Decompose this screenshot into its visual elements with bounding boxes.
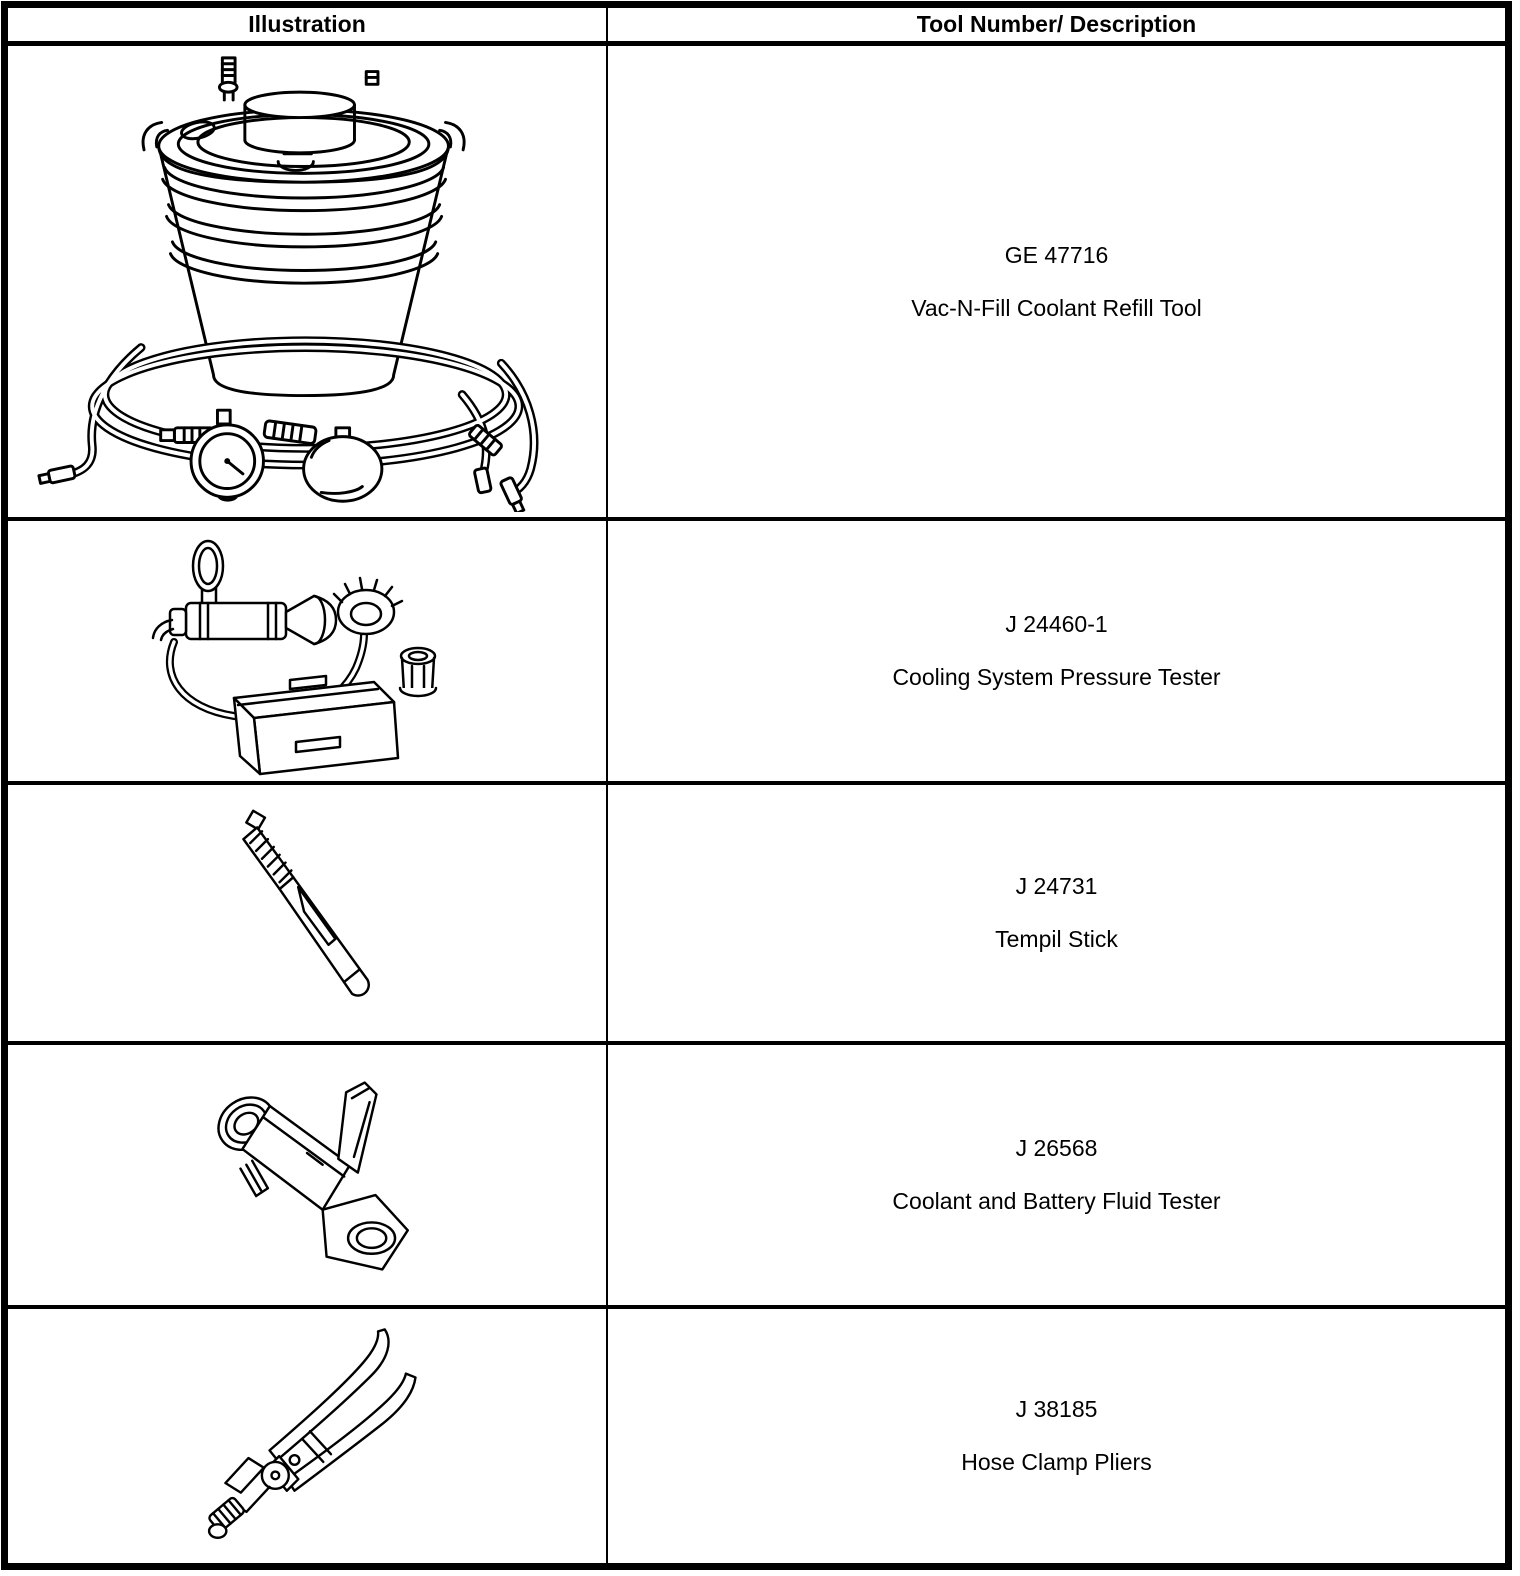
tool-number: GE 47716: [1004, 241, 1109, 268]
table-row: [8, 785, 1505, 1045]
tool-description: Vac-N-Fill Coolant Refill Tool: [911, 294, 1202, 321]
tempil-stick-description-cell: [608, 785, 1505, 1041]
header-tool-number-description: [608, 8, 1505, 41]
table-row: [8, 46, 1505, 521]
fluid-tester-description-cell: [608, 1045, 1505, 1305]
pliers-illustration-cell: [8, 1309, 608, 1563]
table-row: [8, 1309, 1505, 1563]
tool-description: Tempil Stick: [995, 926, 1118, 952]
table-row: [8, 1045, 1505, 1309]
fluid-tester-illustration-cell: [8, 1045, 608, 1305]
header-tool-number-description-label: Tool Number/ Description: [916, 11, 1197, 37]
coolant-and-battery-fluid-tester-icon: [187, 1063, 427, 1288]
pressure-tester-illustration-cell: [8, 521, 608, 781]
tool-number: J 26568: [1015, 1135, 1098, 1161]
vac-n-fill-coolant-refill-tool-icon: [35, 52, 580, 512]
hose-clamp-pliers-icon: [182, 1316, 432, 1556]
tool-description: Coolant and Battery Fluid Tester: [892, 1188, 1221, 1214]
pressure-tester-description-cell: [608, 521, 1505, 781]
tool-number: J 24731: [1015, 873, 1098, 899]
tempil-stick-illustration-cell: [8, 785, 608, 1041]
tool-number: J 24460-1: [1005, 611, 1108, 637]
table-row: [8, 521, 1505, 785]
table-header-row: [8, 8, 1505, 46]
header-illustration: [8, 8, 608, 41]
vac-n-fill-illustration-cell: [8, 46, 608, 517]
cooling-system-pressure-tester-icon: [142, 526, 472, 776]
tool-description: Hose Clamp Pliers: [961, 1449, 1152, 1475]
tempil-stick-icon: [192, 801, 422, 1026]
vac-n-fill-description-cell: [608, 46, 1505, 517]
header-illustration-label: Illustration: [248, 11, 366, 37]
tool-description: Cooling System Pressure Tester: [892, 664, 1221, 690]
pliers-description-cell: [608, 1309, 1505, 1563]
special-tools-table: [1, 1, 1512, 1570]
tool-number: J 38185: [1015, 1396, 1098, 1422]
